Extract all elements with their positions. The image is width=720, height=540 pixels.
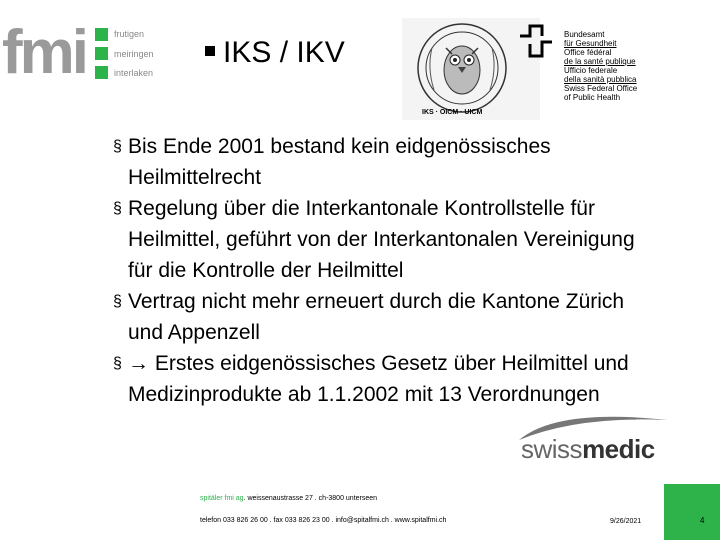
page-number: 4 [700, 516, 705, 525]
bullet-marker: § [113, 200, 122, 217]
bundesamt-line-4: de la santé publique [564, 57, 636, 66]
bundesamt-line-8: of Public Health [564, 93, 621, 102]
footer-contact: telefon 033 826 26 00 . fax 033 826 23 00 . info@spitalfmi.ch . www.spitalfmi.ch [200, 517, 447, 524]
slide-title-text: IKS / IKV [223, 36, 345, 69]
fmi-wordmark: fmi [2, 18, 86, 87]
swiss-cross-icon [516, 22, 556, 62]
fmi-location-2: meiringen [114, 49, 154, 59]
bullet-line: → Erstes eidgenössisches Gesetz über Heilmittel und [128, 352, 629, 375]
bullet-line: Medizinprodukte ab 1.1.2002 mit 13 Verordnungen [128, 383, 600, 406]
bullet-line: Heilmittel, geführt von der Interkantonalen Vereinigung [128, 228, 635, 251]
footer-date: 9/26/2021 [610, 518, 642, 525]
bundesamt-logo [516, 20, 636, 120]
bullet-line: und Appenzell [128, 321, 260, 344]
title-bullet-icon [205, 46, 215, 56]
fmi-location-1: frutigen [114, 29, 145, 39]
slide-title [205, 36, 345, 70]
footer-org: spitäler fmi ag [200, 495, 244, 502]
bullet-line: Heilmittelrecht [128, 166, 262, 189]
bundesamt-text [564, 30, 637, 102]
swissmedic-logo [517, 410, 677, 470]
fmi-square-2 [95, 47, 108, 60]
bullet-line: Bis Ende 2001 bestand kein eidgenössisches [128, 135, 551, 158]
footer-address-line [200, 495, 377, 502]
swissmedic-part-medic: medic [582, 434, 655, 464]
bullet-list [113, 131, 713, 410]
bundesamt-line-5: Ufficio federale [564, 66, 618, 75]
bullet-line: Regelung über die Interkantonale Kontrollstelle für [128, 197, 595, 220]
fmi-logo [0, 18, 170, 87]
bundesamt-line-3: Office fédéral [564, 48, 612, 57]
bullet-line: Vertrag nicht mehr erneuert durch die Kantone Zürich [128, 290, 625, 313]
bullet-item [113, 131, 713, 193]
bullet-marker: § [113, 355, 122, 372]
bundesamt-line-6: della sanità pubblica [564, 75, 637, 84]
bullet-line: für die Kontrolle der Heilmittel [128, 259, 404, 282]
swissmedic-wordmark [521, 434, 655, 465]
bullet-item [113, 348, 713, 410]
footer-accent-box [664, 484, 720, 540]
fmi-square-1 [95, 28, 108, 41]
bundesamt-line-7: Swiss Federal Office [564, 84, 638, 93]
fmi-location-3: interlaken [114, 68, 154, 78]
bullet-marker: § [113, 293, 122, 310]
bullet-item [113, 193, 713, 286]
bullet-item [113, 286, 713, 348]
fmi-square-3 [95, 66, 108, 79]
swissmedic-part-swiss: swiss [521, 434, 583, 464]
footer-address: . weissenaustrasse 27 . ch-3800 unterseen [243, 495, 378, 502]
seal-caption: IKS · OICM · UICM [422, 109, 483, 116]
bundesamt-line-1: Bundesamt [564, 30, 605, 39]
bullet-marker: § [113, 138, 122, 155]
bundesamt-line-2: für Gesundheit [564, 39, 617, 48]
